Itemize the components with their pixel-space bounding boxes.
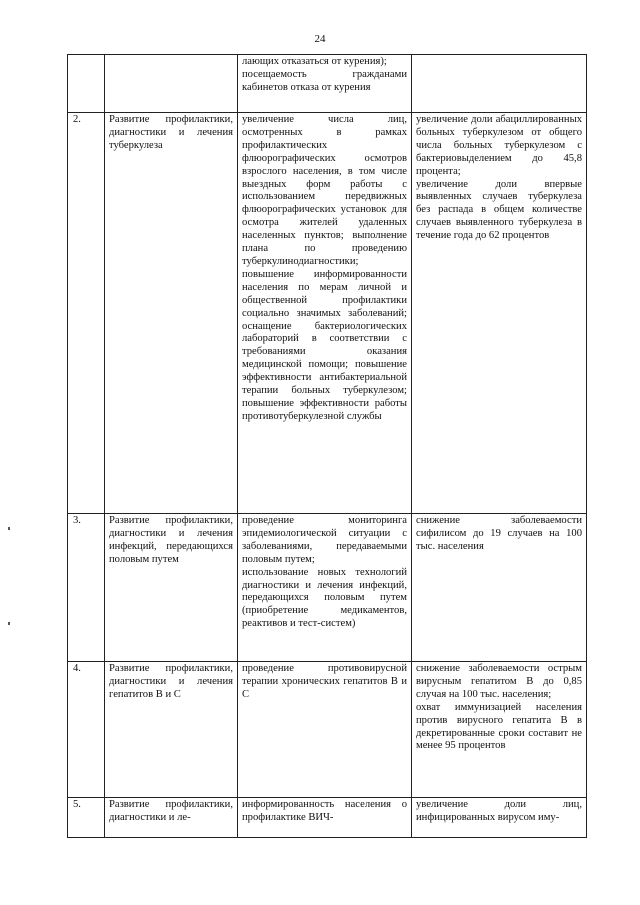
cell-paragraph: снижение заболеваемости острым вирусным гепатитом В до 0,85 случая на 100 тыс. населения; bbox=[416, 663, 582, 700]
results-cell bbox=[412, 55, 587, 113]
row-number-cell: 2. bbox=[68, 113, 105, 514]
scan-mark bbox=[8, 622, 10, 625]
cell-paragraph: снижение заболеваемости сифилисом до 19 случаев на 100 тыс. населения bbox=[416, 515, 582, 552]
cell-paragraph: проведение противовирусной терапии хронических гепатитов В и С bbox=[242, 663, 407, 700]
row-number-cell: 3. bbox=[68, 514, 105, 662]
row-number-cell: 4. bbox=[68, 662, 105, 798]
area-cell: Развитие профилактики, диагностики и лечения гепатитов В и С bbox=[105, 662, 238, 798]
area-cell bbox=[105, 55, 238, 113]
table-row bbox=[68, 55, 587, 113]
cell-paragraph: лающих отказаться от курения); bbox=[242, 56, 387, 67]
cell-paragraph: использование новых технологий диагностики и лечения инфекций, передающихся половым путем (приобретение медикаментов, реактивов и тест-систем) bbox=[242, 566, 407, 630]
table-row bbox=[68, 514, 587, 662]
results-cell bbox=[412, 798, 587, 838]
table-row bbox=[68, 113, 587, 514]
table-row bbox=[68, 662, 587, 798]
cell-paragraph: охват иммунизацией населения против вирусного гепатита В в декретированные сроки составит не менее 95 процентов bbox=[416, 701, 582, 752]
cell-paragraph: увеличение доли лиц, инфицированных вирусом иму- bbox=[416, 799, 582, 823]
cell-paragraph: увеличение числа лиц, осмотренных в рамках профилактических флюорографических осмотров взрослого населения, в том числе выездных форм работы с использованием передвижных флюорографических установок для осмотра жителей удаленных населенных пунктов; выполнение плана по проведению туберкулинодиагностики; повышение информированности населения по мерам личной и общественной профилактики социально значимых заболеваний; оснащение бактериологических лабораторий в соответствии с требованиями оказания медицинской помощи; повышение эффективности антибактериальной терапии больных туберкулезом; повышение эффективности работы противотуберкулезной службы bbox=[242, 114, 407, 422]
cell-paragraph: увеличение доли впервые выявленных случаев туберкулеза без распада в общем количестве случаев выявленного туберкулеза в течение года до 62 процентов bbox=[416, 178, 582, 242]
results-cell bbox=[412, 662, 587, 798]
measures-cell bbox=[238, 662, 412, 798]
row-number-cell bbox=[68, 55, 105, 113]
page-number: 24 bbox=[314, 33, 326, 45]
area-cell: Развитие профилактики, диагностики и лечения инфекций, передающихся половым путем bbox=[105, 514, 238, 662]
area-cell: Развитие профилактики, диагностики и лечения туберкулеза bbox=[105, 113, 238, 514]
cell-paragraph: информированность населения о профилактике ВИЧ- bbox=[242, 799, 407, 823]
measures-cell bbox=[238, 113, 412, 514]
cell-paragraph: проведение мониторинга эпидемиологической ситуации с заболеваниями, передаваемыми половым путем; bbox=[242, 515, 407, 565]
row-number-cell: 5. bbox=[68, 798, 105, 838]
area-cell: Развитие профилактики, диагностики и ле- bbox=[105, 798, 238, 838]
results-cell bbox=[412, 113, 587, 514]
measures-cell bbox=[238, 798, 412, 838]
cell-paragraph: увеличение доли абациллированных больных туберкулезом от общего числа больных туберкулезом с бактериовыделением до 45,8 процента; bbox=[416, 114, 582, 177]
measures-cell bbox=[238, 514, 412, 662]
measures-table bbox=[67, 54, 587, 838]
cell-paragraph: посещаемость гражданами кабинетов отказа от курения bbox=[242, 68, 407, 93]
measures-cell bbox=[238, 55, 412, 113]
table-row bbox=[68, 798, 587, 838]
scan-mark bbox=[8, 527, 10, 530]
results-cell bbox=[412, 514, 587, 662]
